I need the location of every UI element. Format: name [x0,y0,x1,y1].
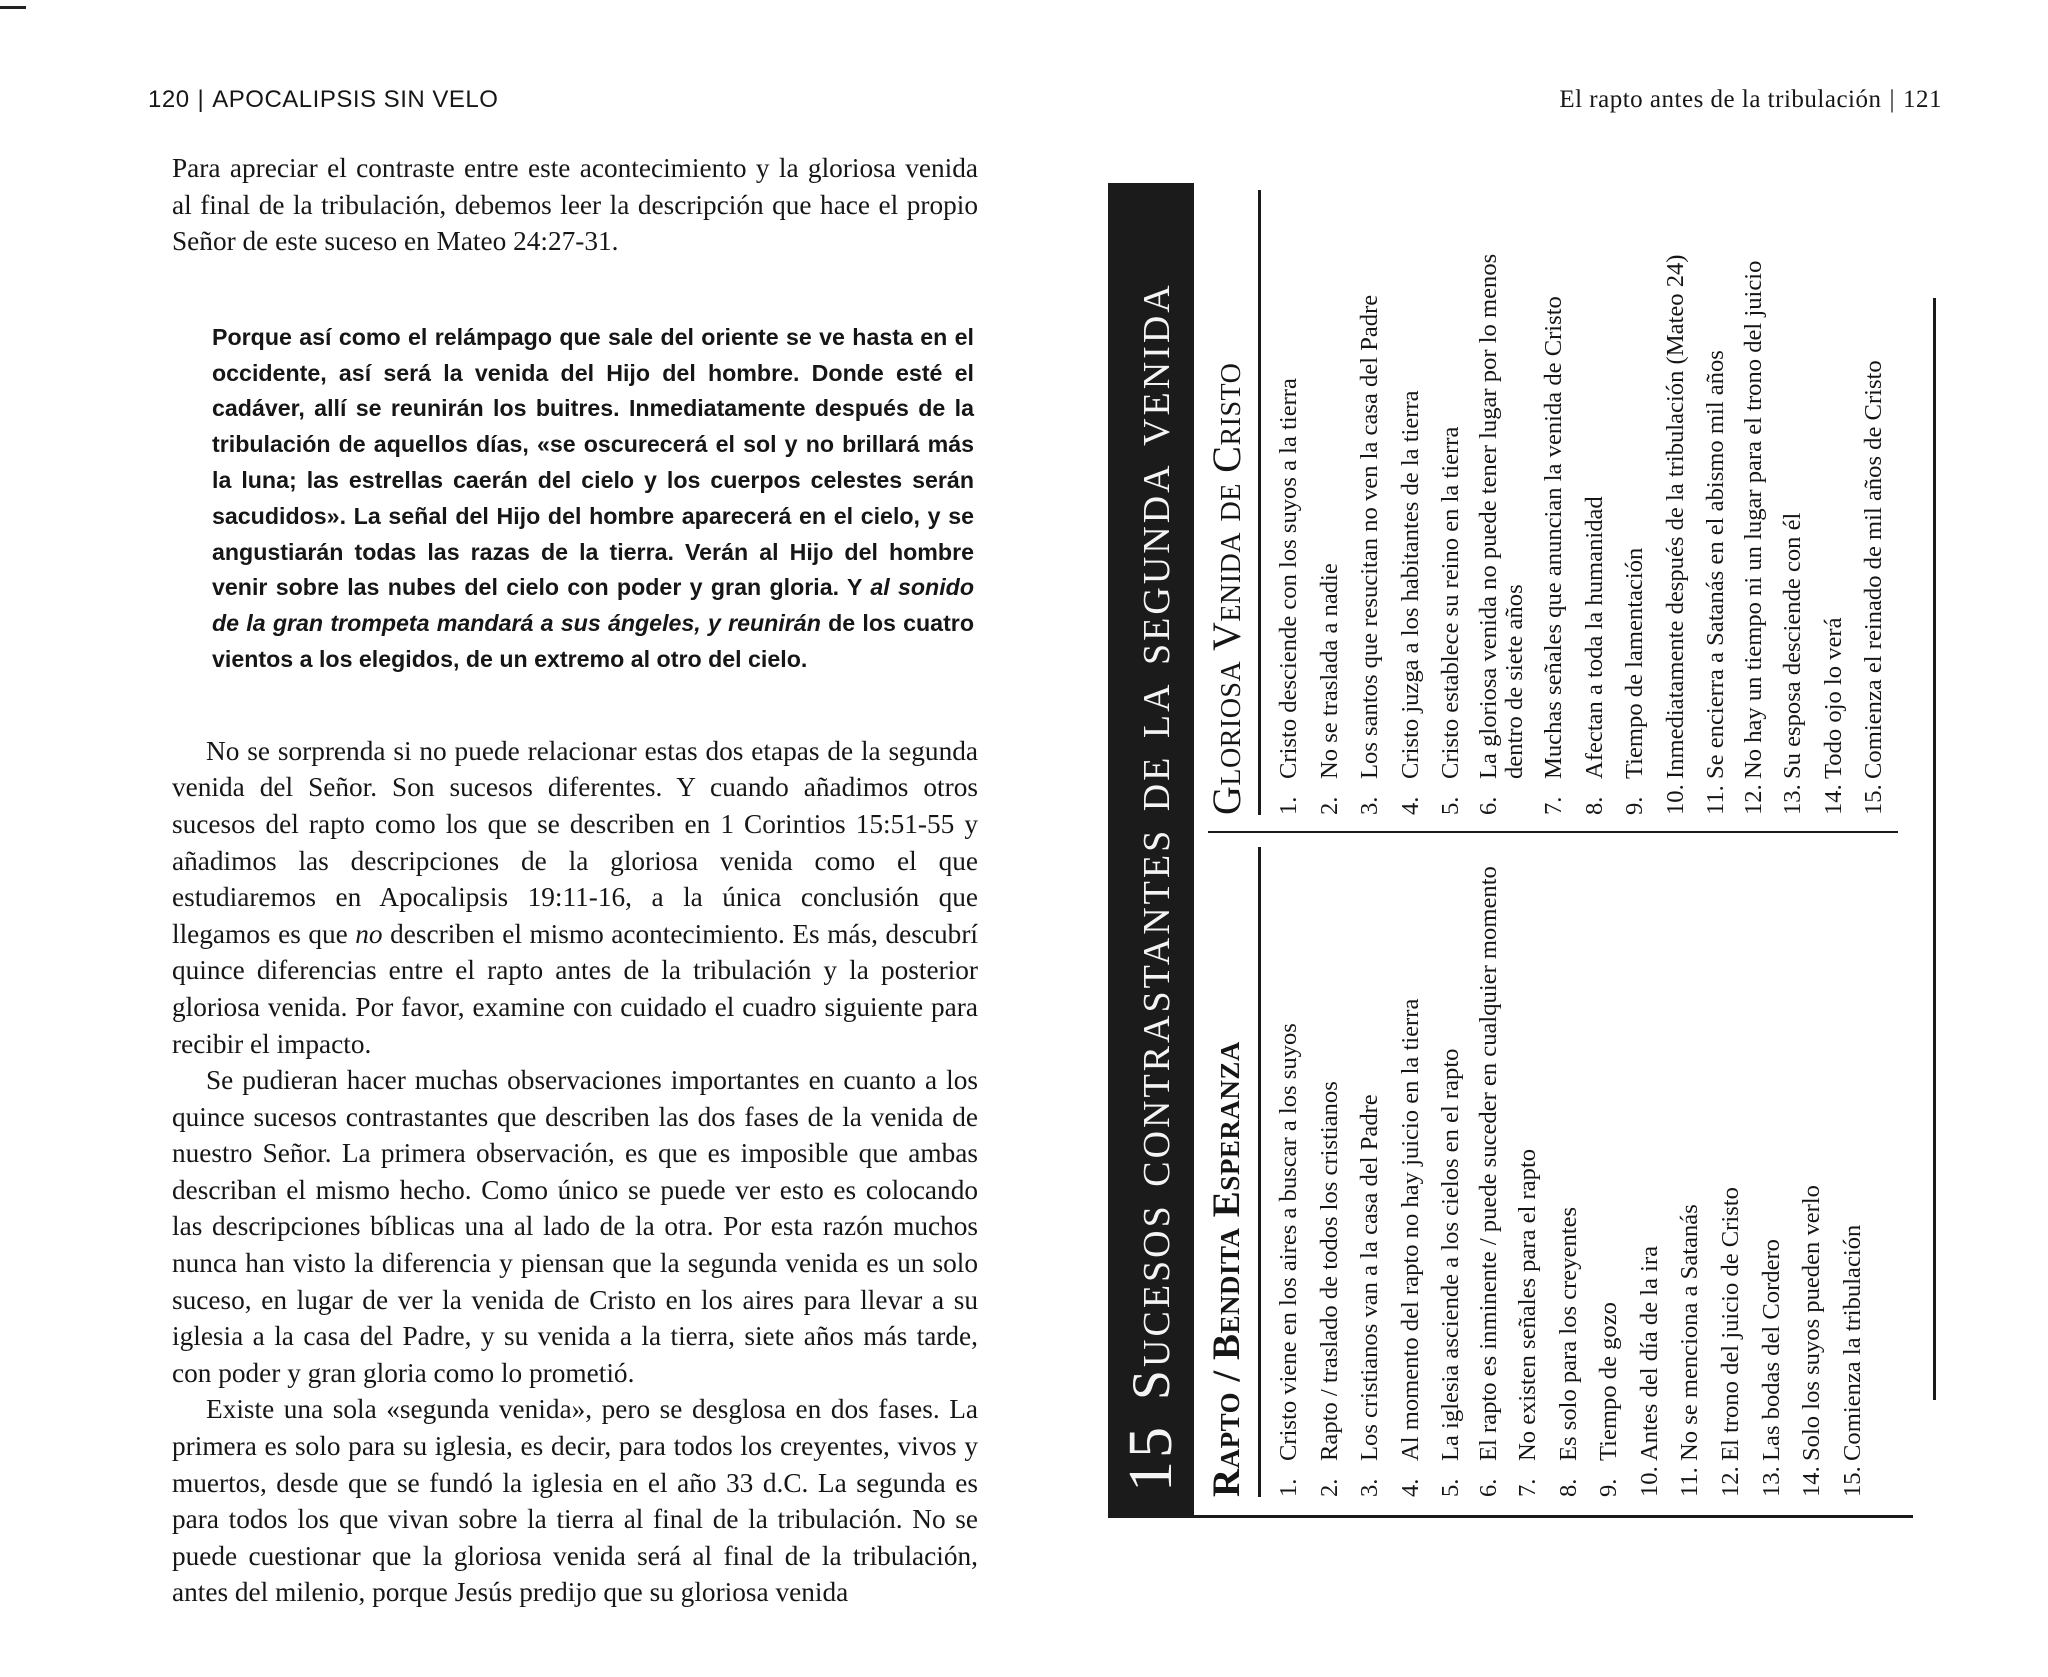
body-paragraph-3: Existe una sola «segunda venida», pero se desglosa en dos fases. La primera es solo para su iglesia, es decir, para todos los creyentes, vivos y muertos, desde que se fundó la iglesia en el año 33 d.C. La segunda es para todos los que vivan sobre la tierra al final de la tribulación. No se puede cuestionar que la gloriosa venida será al final de la tribulación, antes del milenio, porque Jesús predijo que su gloriosa venida [172,1394,978,1608]
rapture-column [1194,847,1913,1497]
rapture-list-item-text: Cristo viene en los aires a buscar a los suyos [1275,1023,1302,1461]
body-text [172,733,978,1611]
rapture-list-item [1670,847,1711,1497]
rapture-list-item-number: 11. [1676,1467,1704,1497]
glorious-coming-list-item-number: 13. [1778,784,1806,815]
rapture-list-item [1792,847,1833,1497]
right-page-number: 121 [1903,86,1942,113]
rapture-list-item-text: Tiempo de gozo [1595,1302,1623,1461]
rapture-list-item [1711,847,1752,1497]
rapture-list-item-number: 10. [1635,1466,1663,1497]
contrast-chart-rotated [1108,183,1913,1518]
glorious-coming-list-item-text: Comienza el reinado de mil años de Cristo [1860,360,1888,779]
rapture-list-item-number: 8. [1554,1478,1582,1497]
intro-paragraph: Para apreciar el contraste entre este acontecimiento y la gloriosa venida al final de la tribulación, debemos leer la descripción que hace el propio Señor de este suceso en Mateo 24:27-31. [172,153,978,257]
body-paragraph-1 [172,733,978,1062]
rapture-list-item-text: No se menciona a Satanás [1676,1204,1704,1461]
glorious-coming-list-item-text: Inmediatamente después de la tribulación (Mateo 24) [1661,254,1689,779]
glorious-coming-list-item-number: 14. [1819,784,1847,815]
column-divider [1208,831,1898,833]
glorious-coming-column-header: Gloriosa Venida de Cristo [1194,190,1261,815]
quote-italic-text: al sonido de la gran trompeta mandará a sus ángeles, y reunirán [212,574,974,637]
left-head-separator: | [197,86,205,113]
glorious-coming-list-item [1269,190,1310,815]
rapture-list-item-text: El rapto es inminente / puede suceder en cualquier momento [1474,866,1502,1461]
rapture-list-item [1269,847,1310,1497]
glorious-coming-list-item [1350,190,1391,815]
rapture-list-item-text: La iglesia asciende a los cielos en el rapto [1437,1048,1465,1461]
glorious-coming-list-item [1773,190,1814,815]
quote-text: Porque así como el relámpago que sale del oriente se ve hasta en el occidente, así será la venida del Hijo del hombre. Donde esté el cadáver, allí se reunirán los buitres. Inmediatamente después de la tribulación de aquellos días, «se oscurecerá el sol y no brillará más la luna; las estrellas caerán del cielo y los cuerpos celestes serán sacudidos». La señal del Hijo del hombre aparecerá en el cielo, y se angustiarán todas las razas de la tierra. Verán al Hijo del hombre venir sobre las nubes del cielo con poder y gran gloria. Y [212,323,974,601]
glorious-coming-list-item-number: 3. [1356,796,1384,815]
page-edge-rule [1933,298,1936,1400]
glorious-coming-list-item [1310,190,1351,815]
glorious-coming-list-item-text: Cristo establece su reino en la tierra [1437,426,1465,779]
scripture-quote [212,320,974,678]
rapture-list-item-number: 1. [1275,1478,1302,1497]
left-page-number: 120 [148,86,190,113]
rapture-list-item [1310,847,1351,1497]
rapture-list-item-number: 14. [1798,1466,1826,1497]
rapture-list-item [1752,847,1793,1497]
glorious-coming-list-item [1575,190,1616,815]
rapture-list-item-text: Rapto / traslado de todos los cristianos [1315,1081,1343,1461]
quote-end-text: de los cuatro vientos a los elegidos, de un extremo al otro del cielo. [212,610,974,672]
rapture-list-item-number: 5. [1437,1478,1465,1497]
glorious-coming-list-item-number: 6. [1474,796,1502,815]
glorious-coming-list-item-number: 7. [1539,796,1567,815]
rapture-list-item [1589,847,1630,1497]
glorious-coming-list-item [1656,190,1697,815]
glorious-coming-list-item-text: La gloriosa venida no puede tener lugar por lo menos dentro de siete años [1474,253,1528,779]
rapture-list-item-text: Las bodas del Cordero [1757,1239,1785,1461]
glorious-coming-list-item-text: Cristo juzga a los habitantes de la tierra [1396,390,1424,779]
rapture-column-header: Rapto / Bendita Esperanza [1194,847,1261,1497]
glorious-coming-column [1194,190,1913,815]
rapture-list-item [1391,847,1432,1497]
chart-number: 15 [1116,1424,1185,1492]
glorious-coming-list-item-text: Los santos que resucitan no ven la casa del Padre [1356,294,1384,779]
scan-corner-mark [0,6,26,9]
glorious-coming-list-item-number: 8. [1580,796,1608,815]
paragraph-1-emphasis: no [355,918,383,949]
rapture-list-item [1833,847,1874,1497]
rapture-list-item-text: Solo los suyos pueden verlo [1798,1185,1826,1461]
glorious-coming-list [1269,190,1895,815]
glorious-coming-list-item-number: 2. [1315,796,1343,815]
glorious-coming-list-item [1615,190,1656,815]
glorious-coming-list-item [1814,190,1855,815]
rapture-list-item [1508,847,1549,1497]
glorious-coming-list-item-text: No hay un tiempo ni un lugar para el trono del juicio [1739,260,1767,779]
right-head-separator: | [1889,86,1895,113]
glorious-coming-list-item-number: 5. [1437,796,1465,815]
left-book-title: APOCALIPSIS SIN VELO [212,86,499,113]
glorious-coming-list-item-number: 10. [1661,784,1689,815]
glorious-coming-list-item-text: Afectan a toda la humanidad [1580,496,1608,779]
rapture-list-item-text: Los cristianos van a la casa del Padre [1356,1094,1384,1461]
rapture-list-item-text: El trono del juicio de Cristo [1716,1187,1744,1461]
rapture-list-item-text: Comienza la tribulación [1838,1224,1866,1461]
glorious-coming-list-item [1472,190,1534,815]
rapture-list-item-text: No existen señales para el rapto [1513,1148,1541,1461]
glorious-coming-list-item-text: Su esposa desciende con él [1778,512,1806,779]
chart-title-bar [1108,183,1194,1518]
glorious-coming-list-item [1854,190,1895,815]
rapture-list [1269,847,1873,1497]
body-paragraph-2: Se pudieran hacer muchas observaciones importantes en cuanto a los quince sucesos contrastantes que describen las dos fases de la venida de nuestro Señor. La primera observación, es que es imposible que ambas describan el mismo hecho. Como único se puede ver esto es colocando las descripciones bíblicas una al lado de la otra. Por esta razón muchos nunca han visto la diferencia y piensan que la segunda venida es un solo suceso, en lugar de ver la venida de Cristo en los aires para llevar a su iglesia a la casa del Padre, y su venida a la tierra, siete años más tarde, con poder y gran gloria como lo prometió. [172,1065,978,1388]
right-chapter-title: El rapto antes de la tribulación [1559,86,1882,113]
glorious-coming-list-item-number: 4. [1396,796,1424,815]
rapture-list-item-number: 2. [1315,1478,1343,1497]
paragraph-1-end: describen el mismo acontecimiento. Es más, descubrí quince diferencias entre el rapto antes de la tribulación y la posterior gloriosa venida. Por favor, examine con cuidado el cuadro siguiente para recibir el impacto. [172,918,978,1059]
glorious-coming-list-item-text: Se encierra a Satanás en el abismo mil años [1702,350,1730,779]
glorious-coming-list-item-text: Tiempo de lamentación [1621,547,1649,779]
glorious-coming-list-item-number: 12. [1739,784,1767,815]
glorious-coming-list-item-text: Todo ojo lo verá [1819,617,1847,779]
rapture-list-item [1350,847,1391,1497]
glorious-coming-list-item [1431,190,1472,815]
rapture-list-item [1630,847,1671,1497]
glorious-coming-list-item [1534,190,1575,815]
rapture-list-item-number: 15. [1838,1466,1866,1497]
rapture-list-item-number: 9. [1595,1478,1623,1497]
chart-title: Sucesos contrastantes de la segunda venida [1121,282,1181,1400]
contrast-chart [1108,183,1913,1518]
glorious-coming-list-item-number: 11. [1702,785,1730,815]
glorious-coming-list-item-text: No se traslada a nadie [1315,563,1343,779]
rapture-list-item-number: 13. [1757,1466,1785,1497]
chart-body [1194,183,1913,1518]
right-running-head [1559,86,1942,114]
left-page-text [172,150,978,1611]
left-running-head [148,86,498,114]
glorious-coming-list-item [1696,190,1737,815]
rapture-list-item-text: Al momento del rapto no hay juicio en la tierra [1396,998,1424,1461]
rapture-list-item-text: Antes del día de la ira [1635,1245,1663,1461]
rapture-list-item [1472,847,1508,1497]
rapture-list-item [1431,847,1472,1497]
glorious-coming-list-item-number: 15. [1860,784,1888,815]
rapture-list-item-text: Es solo para los creyentes [1554,1206,1582,1461]
glorious-coming-list-item-text: Muchas señales que anuncian la venida de Cristo [1539,296,1567,779]
glorious-coming-list-item-number: 1. [1275,796,1302,815]
glorious-coming-list-item-number: 9. [1621,796,1649,815]
rapture-list-item [1549,847,1590,1497]
rapture-list-item-number: 7. [1513,1478,1541,1497]
rapture-list-item-number: 3. [1356,1478,1384,1497]
rapture-list-item-number: 12. [1716,1466,1744,1497]
paragraph-1-text: No se sorprenda si no puede relacionar estas dos etapas de la segunda venida del Señor. Son sucesos diferentes. Y cuando añadimos otros sucesos del rapto como los que se describen en 1 Corintios 15:51-55 y añadimos las descripciones de la gloriosa venida como el que estudiaremos en Apocalipsis 19:11-16, a la única conclusión que llegamos es que [172,735,978,949]
glorious-coming-list-item [1737,190,1773,815]
glorious-coming-list-item-text: Cristo desciende con los suyos a la tierra [1275,378,1302,779]
rapture-list-item-number: 4. [1396,1478,1424,1497]
glorious-coming-list-item [1391,190,1432,815]
rapture-list-item-number: 6. [1474,1478,1502,1497]
